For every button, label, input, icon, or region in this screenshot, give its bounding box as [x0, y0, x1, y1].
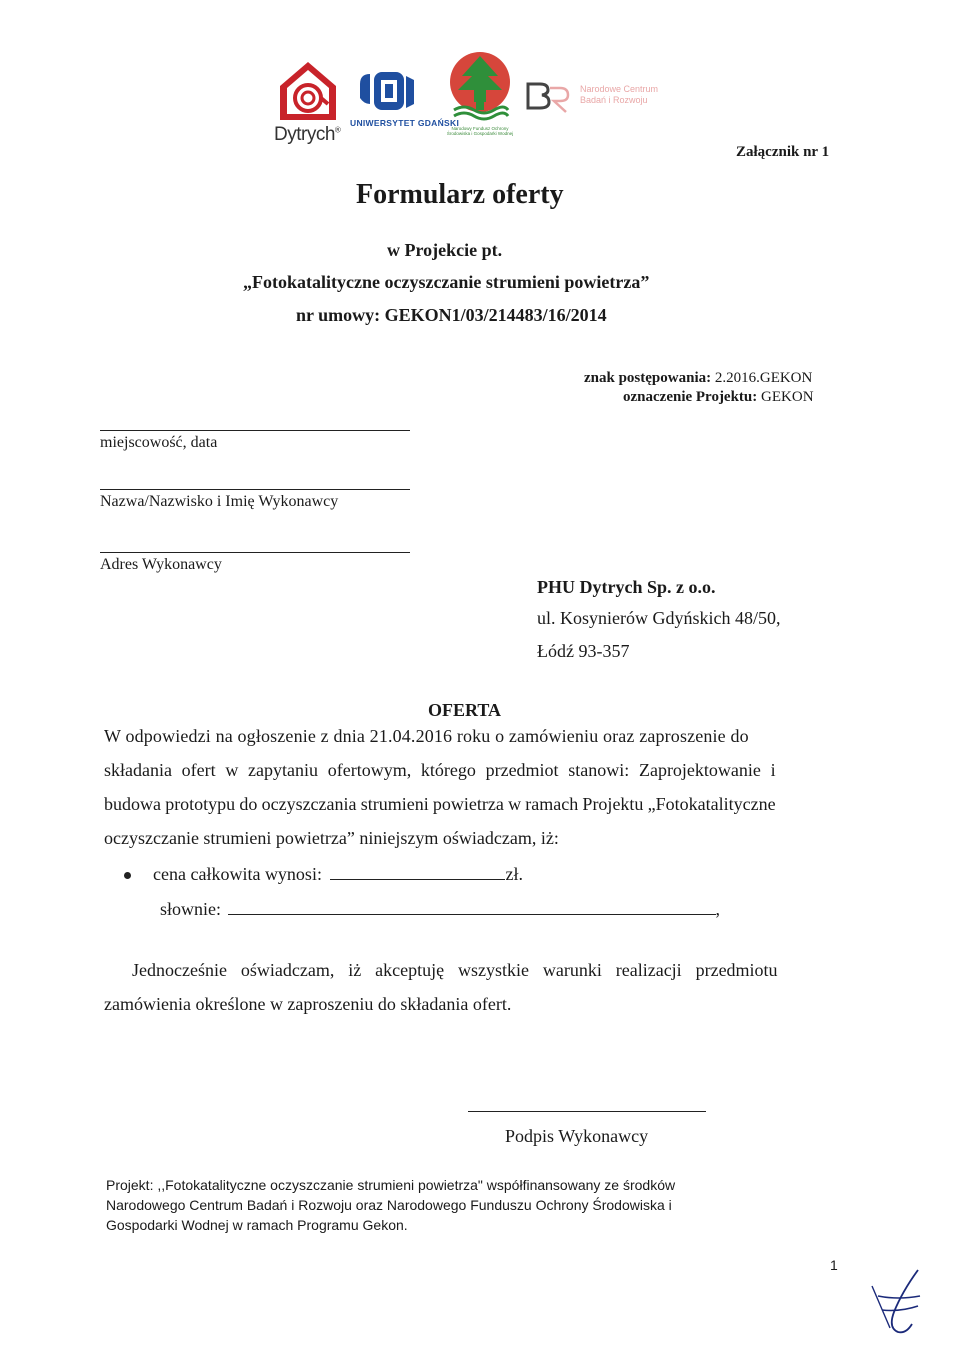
project-intro: w Projekcie pt.: [387, 240, 503, 260]
offer-paragraph-line: oczyszczanie strumieni powietrza” niniejszym oświadczam, iż:: [104, 828, 559, 848]
price-input[interactable]: [330, 863, 505, 880]
logo-ncbr: [522, 78, 662, 118]
address-label: Adres Wykonawcy: [100, 556, 222, 573]
offer-paragraph-line: składania ofert w zapytaniu ofertowym, którego przedmiot stanowi: Zaprojektowanie i: [104, 760, 776, 780]
bullet-icon: [124, 872, 131, 879]
contract-number: nr umowy: GEKON1/03/214483/16/2014: [296, 305, 607, 325]
place-date-line[interactable]: [100, 430, 410, 431]
handwritten-initials-icon: [868, 1266, 938, 1342]
ncbr-logo-text: Narodowe Centrum Badań i Rozwoju: [580, 84, 659, 105]
page-title: Formularz oferty: [356, 179, 564, 210]
nfosigw-tree-icon: [448, 50, 512, 124]
ug-shield-icon: [358, 70, 418, 116]
amount-in-words-input[interactable]: [228, 898, 716, 915]
dytrych-logo-text: Dytrych®: [274, 124, 341, 145]
recipient-street: ul. Kosynierów Gdyńskich 48/50,: [537, 608, 781, 628]
offer-paragraph-line: budowa prototypu do oczyszczania strumieni powietrza w ramach Projektu „Fotokatalityczne: [104, 794, 776, 814]
offer-paragraph-line: W odpowiedzi na ogłoszenie z dnia 21.04.2016 roku o zamówieniu oraz zaproszenie do: [104, 726, 749, 746]
procedure-reference: znak postępowania: 2.2016.GEKON: [584, 370, 813, 386]
attachment-label: Załącznik nr 1: [736, 144, 830, 160]
project-designation: oznaczenie Projektu: GEKON: [623, 389, 814, 405]
declaration-line: Jednocześnie oświadczam, iż akceptuję wszystkie warunki realizacji przedmiotu: [132, 960, 778, 980]
signature-label: Podpis Wykonawcy: [505, 1126, 649, 1146]
logo-dytrych: [270, 60, 350, 150]
ug-logo-text: UNIWERSYTET GDAŃSKI: [350, 118, 460, 128]
words-row: słownie: ,: [160, 899, 720, 919]
place-date-label: miejscowość, data: [100, 434, 218, 451]
name-label: Nazwa/Nazwisko i Imię Wykonawcy: [100, 493, 339, 510]
price-row: cena całkowita wynosi: zł.: [124, 863, 523, 885]
address-line[interactable]: [100, 552, 410, 553]
footer-note: Projekt: ,,Fotokatalityczne oczyszczanie strumieni powietrza" współfinansowany ze środków Narodowego Centrum Badań i Rozwoju oraz Narodowego Funduszu Ochrony Środowiska i Gospodarki Wodnej w ramach Programu Gekon.: [106, 1177, 676, 1233]
project-name: „Fotokatalityczne oczyszczanie strumieni powietrza”: [243, 272, 650, 292]
recipient-city: Łódź 93-357: [537, 641, 630, 661]
signature-line[interactable]: [468, 1111, 706, 1112]
offer-heading: OFERTA: [428, 700, 502, 720]
name-line[interactable]: [100, 489, 410, 490]
declaration-line: zamówienia określone w zaproszeniu do składania ofert.: [104, 994, 512, 1014]
nfosigw-logo-text: Narodowy Fundusz Ochrony Środowiska i Gospodarki Wodnej: [446, 126, 514, 136]
recipient-name: PHU Dytrych Sp. z o.o.: [537, 577, 716, 597]
logo-nfosigw: [445, 50, 515, 150]
page-number: 1: [830, 1257, 838, 1273]
dytrych-house-icon: [276, 60, 340, 124]
ncbr-br-icon: [522, 78, 572, 114]
